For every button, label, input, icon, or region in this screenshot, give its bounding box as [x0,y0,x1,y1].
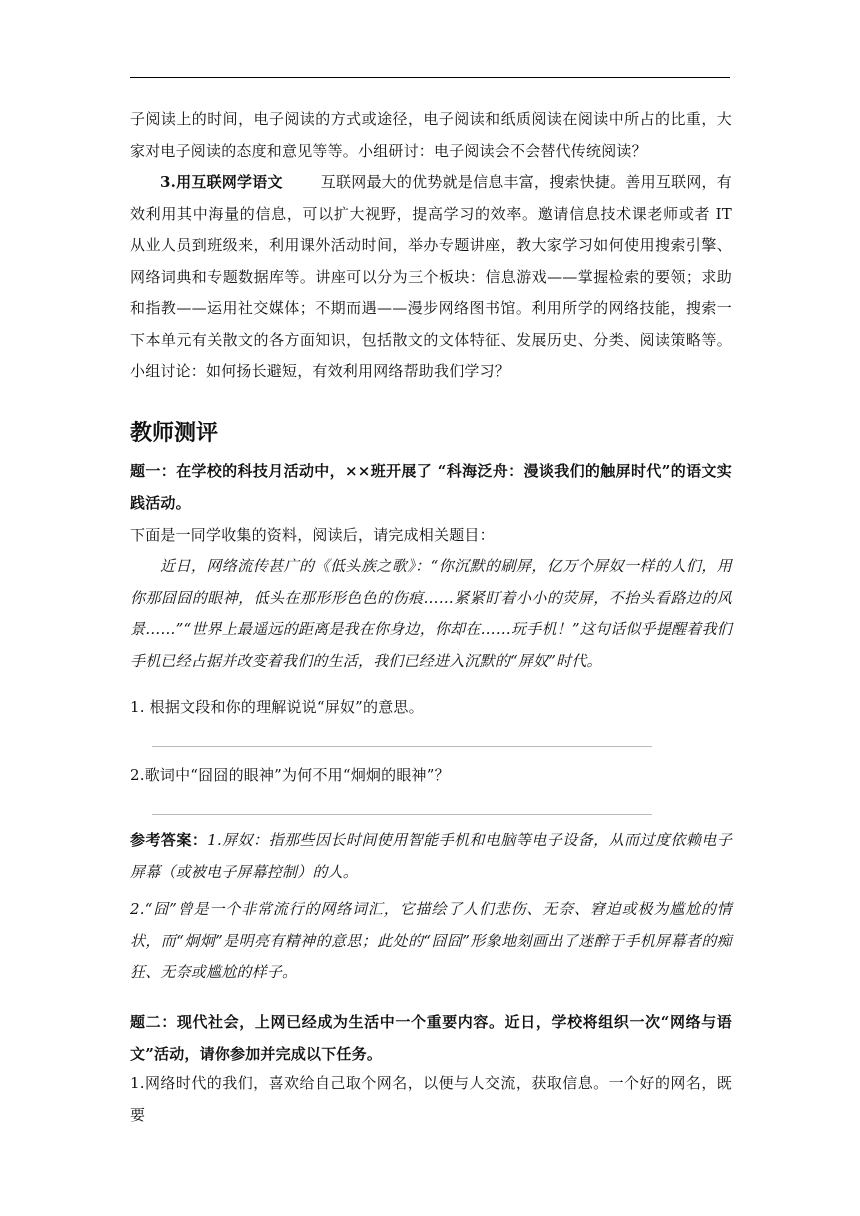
paragraph-item-3 [130,167,732,388]
answer-2: 2.“囧”曾是一个非常流行的网络词汇，它描绘了人们悲伤、无奈、窘迫或极为尴尬的情状，而“炯炯”是明亮有精神的意思；此处的“囧囧”形象地刻画出了迷醉于手机屏幕者的痴狂、无奈或尴尬的样子。 [130,900,732,981]
question-2-title: 题二：现代社会，上网已经成为生活中一个重要内容。近日，学校将组织一次“网络与语文”活动，请你参加并完成以下任务。 [130,1013,732,1063]
answer-label: 参考答案： [130,831,208,849]
item-3-title: 3.用互联网学语文 [160,173,283,191]
question-1-title: 题一：在学校的科技月活动中，××班开展了 “科海泛舟：漫谈我们的触屏时代”的语文实践活动。 [130,462,732,512]
answer-blank-line-1 [152,746,652,747]
header-rule [130,77,730,78]
question-1-lead: 下面是一同学收集的资料，阅读后，请完成相关题目： [130,526,495,544]
item-3-body: 互联网最大的优势就是信息丰富，搜索快捷。善用互联网，有效利用其中海量的信息，可以扩大视野，提高学习的效率。邀请信息技术课老师或者 IT 从业人员到班级来，利用课外活动时间，举办专题讲座，教大家学习如何使用搜索引擎、网络词典和专题数据库等。讲座可以分为三个板块：信息游戏——掌握检索的要领；求助和指教——运用社交媒体；不期而遇——漫步网络图书馆。利用所学的网络技能，搜索一下本单元有关散文的各方面知识，包括散文的文体特征、发展历史、分类、阅读策略等。小组讨论：如何扬长避短，有效利用网络帮助我们学习？ [130,173,732,380]
question-1-sub-1: 1. 根据文段和你的理解说说“屏奴”的意思。 [130,698,424,716]
question-1-sub-2: 2.歌词中“囧囧的眼神”为何不用“炯炯的眼神”？ [130,766,450,784]
answer-1-text: 1.屏奴：指那些因长时间使用智能手机和电脑等电子设备，从而过度依赖电子屏幕（或被电子屏幕控制）的人。 [130,831,732,881]
section-title: 教师测评 [130,421,219,446]
answer-1 [130,825,732,888]
answer-blank-line-2 [152,814,652,815]
paragraph-intro-continued: 子阅读上的时间，电子阅读的方式或途径，电子阅读和纸质阅读在阅读中所占的比重，大家对电子阅读的态度和意见等等。小组研讨：电子阅读会不会替代传统阅读？ [130,110,732,160]
question-2-sub-1: 1.网络时代的我们，喜欢给自己取个网名，以便与人交流，获取信息。一个好的网名，既要 [130,1074,732,1124]
question-1-passage: 近日，网络流传甚广的《低头族之歌》：“你沉默的刷屏，亿万个屏奴一样的人们，用你那囧囧的眼神，低头在那形形色色的伤痕……紧紧盯着小小的荧屏，不抬头看路边的风景……”“世界上最遥远的距离是我在你身边，你却在……玩手机！”这句话似乎提醒着我们手机已经占据并改变着我们的生活，我们已经进入沉默的“屏奴”时代。 [130,557,732,670]
